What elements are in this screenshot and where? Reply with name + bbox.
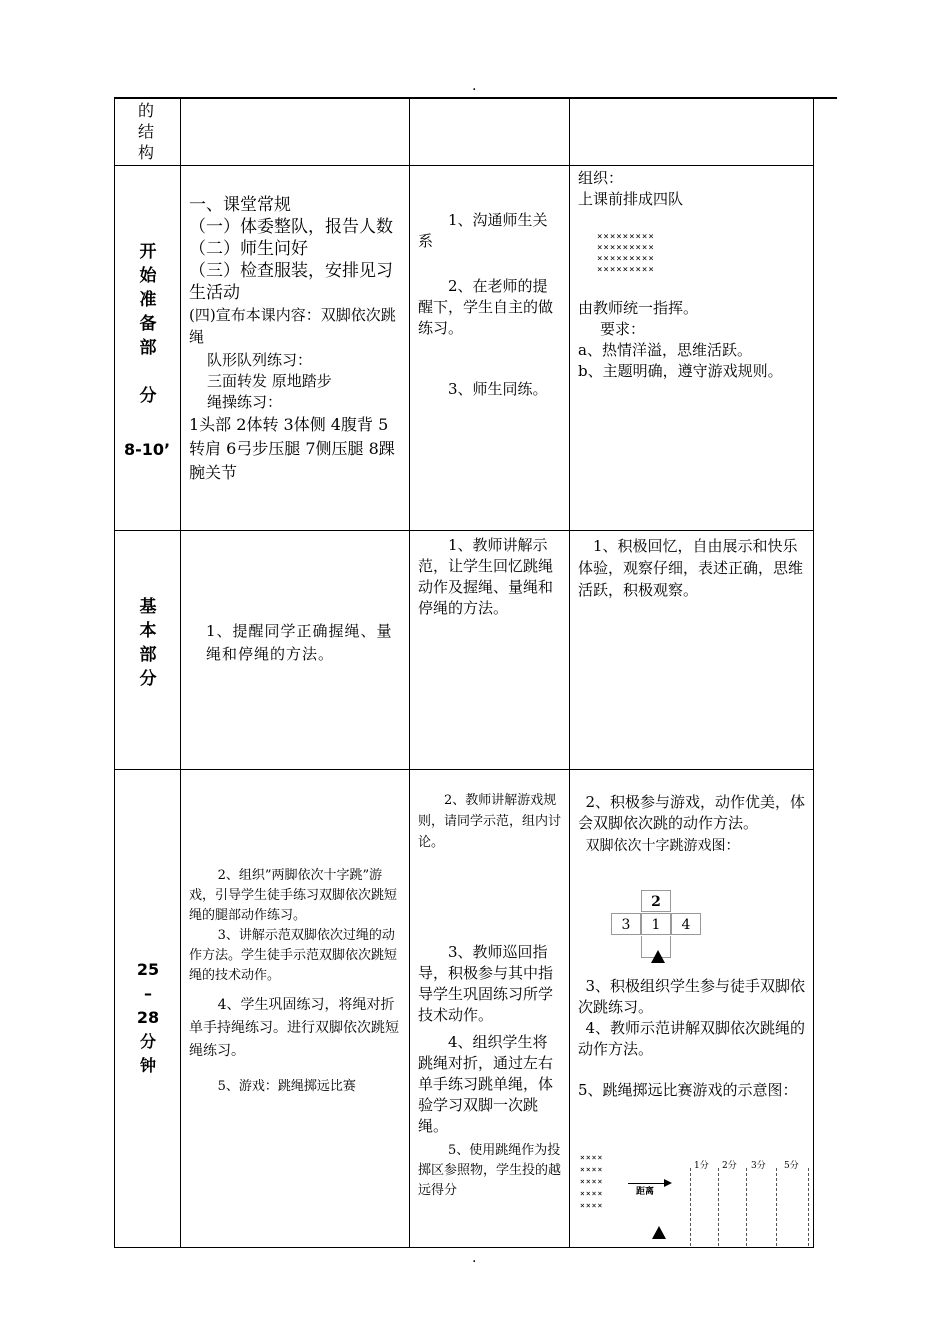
student-para: 4、教师示范讲解双脚依次跳绳的动作方法。 xyxy=(578,1019,806,1058)
formation-diagram xyxy=(597,232,655,276)
content-line: (四)宣布本课内容：双脚依次跳绳 xyxy=(189,306,396,346)
zone-label: 5分 xyxy=(784,1161,799,1171)
teacher-para: 3、教师巡回指导，积极参与其中指导学生巩固练习所学技术动作。 xyxy=(418,943,554,1024)
throw-row: ×××× xyxy=(580,1165,604,1174)
cross-cell-center: 1 xyxy=(641,913,671,935)
zone-line xyxy=(690,1168,691,1246)
main-student-2 xyxy=(578,976,806,1101)
content-line: 1头部 2体转 3体侧 4腹背 5转肩 6弓步压腿 7侧压腿 8踝腕关节 xyxy=(189,415,395,482)
formation-row: ××××××××× xyxy=(597,254,655,264)
zone-line xyxy=(808,1168,809,1246)
start-content xyxy=(189,194,404,485)
org-line: 由教师统一指挥。 xyxy=(578,299,699,317)
teacher-line: 2、在老师的提醒下，学生自主的做练习。 xyxy=(418,277,554,337)
table-top-border xyxy=(114,97,837,99)
main-para: 2、组织”两脚依次十字跳”游戏，引导学生徒手练习双脚依次跳短绳的腿部动作练习。 xyxy=(189,868,398,923)
zone-line xyxy=(776,1168,777,1246)
content-line: 绳操练习： xyxy=(207,393,283,411)
section-label-start: 开 始 准 备 部 分 xyxy=(139,242,157,406)
header-dot: . xyxy=(472,78,477,94)
table-border xyxy=(180,97,181,1248)
main-student xyxy=(578,792,806,857)
content-line: （一）体委整队，报告人数 xyxy=(189,217,393,237)
zone-line xyxy=(718,1168,719,1246)
teacher-para: 2、教师讲解游戏规则，请同学示范，组内讨论。 xyxy=(418,793,562,850)
diagram-title: 双脚依次十字跳游戏图： xyxy=(585,838,740,854)
formation-row: ××××××××× xyxy=(597,232,655,242)
throw-formation xyxy=(580,1152,603,1212)
student-para: 5、跳绳掷远比赛游戏的示意图： xyxy=(578,1081,798,1099)
distance-label: 距离 xyxy=(636,1187,655,1197)
throw-row: ×××× xyxy=(580,1153,604,1162)
arrow-head-icon xyxy=(664,1179,672,1187)
distance-arrow-line xyxy=(628,1183,666,1184)
org-title: 组织： xyxy=(578,169,624,187)
basic-student: 1、积极回忆，自由展示和快乐体验，观察仔细，表述正确，思维活跃，积极观察。 xyxy=(578,537,804,599)
table-bottom-border xyxy=(114,1247,814,1248)
teacher-line: 1、沟通师生关系 xyxy=(418,211,548,250)
zone-label: 3分 xyxy=(751,1161,766,1171)
basic-teacher: 1、教师讲解示范，让学生回忆跳绳动作及握绳、量绳和停绳的方法。 xyxy=(418,536,554,617)
main-para: 5、游戏：跳绳掷远比赛 xyxy=(217,1079,356,1094)
start-marker-icon xyxy=(651,950,665,963)
throw-row: ×××× xyxy=(580,1201,604,1210)
throw-marker-icon xyxy=(652,1226,666,1239)
teacher-line: 3、师生同练。 xyxy=(448,380,548,398)
throw-row: ×××× xyxy=(580,1177,604,1186)
org-req-item: a、热情洋溢，思维活跃。 xyxy=(578,341,752,359)
time-label: 8-10’ xyxy=(123,440,171,459)
time-label-main: 25 – 28 分 钟 xyxy=(136,960,160,1075)
zone-label: 2分 xyxy=(722,1161,737,1171)
main-teacher-2 xyxy=(418,942,562,1201)
table-border xyxy=(409,97,410,1248)
org-req-title: 要求： xyxy=(600,320,646,338)
content-line: （二）师生问好 xyxy=(189,239,308,259)
student-para: 3、积极组织学生参与徒手双脚依次跳练习。 xyxy=(578,977,806,1016)
org-requirements xyxy=(578,298,806,382)
table-border xyxy=(569,97,570,1248)
org-req-item: b、主题明确，遵守游戏规则。 xyxy=(578,362,783,380)
content-line: 队形队列练习： xyxy=(207,351,313,369)
main-para: 4、学生巩固练习，将绳对折单手持绳练习。进行双脚依次跳短绳练习。 xyxy=(189,997,399,1059)
cross-cell-left: 3 xyxy=(611,913,641,935)
section-label-basic: 基 本 部 分 xyxy=(139,597,157,689)
formation-row: ××××××××× xyxy=(597,265,655,275)
main-para: 3、讲解示范双脚依次过绳的动作方法。学生徒手示范双脚依次跳短绳的技术动作。 xyxy=(189,928,398,983)
structure-label: 的 结 构 xyxy=(138,101,155,162)
row-divider xyxy=(114,769,814,770)
row-divider xyxy=(114,165,814,166)
basic-content: 1、提醒同学正确握绳、量绳和停绳的方法。 xyxy=(206,622,393,663)
zone-label: 1分 xyxy=(694,1161,709,1171)
formation-row: ××××××××× xyxy=(597,243,655,253)
teacher-activity xyxy=(418,210,560,400)
org-line: 上课前排成四队 xyxy=(578,190,684,208)
cross-cell-top: 2 xyxy=(641,890,671,912)
student-para: 2、积极参与游戏，动作优美，体会双脚依次跳的动作方法。 xyxy=(578,793,806,832)
teacher-para: 4、组织学生将跳绳对折，通过左右单手练习跳单绳，体验学习双脚一次跳绳。 xyxy=(418,1033,554,1135)
cross-cell-right: 4 xyxy=(671,913,701,935)
table-border xyxy=(813,97,814,1248)
throw-row: ×××× xyxy=(580,1189,604,1198)
content-line: 一、课堂常规 xyxy=(189,195,291,215)
main-teacher xyxy=(418,790,562,853)
organization xyxy=(578,168,806,210)
footer-dot: . xyxy=(472,1250,477,1266)
row-divider xyxy=(114,530,814,531)
teacher-para: 5、使用跳绳作为投掷区参照物，学生投的越远得分 xyxy=(418,1143,562,1198)
table-border xyxy=(114,97,115,1248)
main-content xyxy=(189,866,403,1097)
zone-line xyxy=(746,1168,747,1246)
content-line: （三）检查服装，安排见习生活动 xyxy=(189,261,393,303)
content-line: 三面转发 原地踏步 xyxy=(207,372,332,390)
